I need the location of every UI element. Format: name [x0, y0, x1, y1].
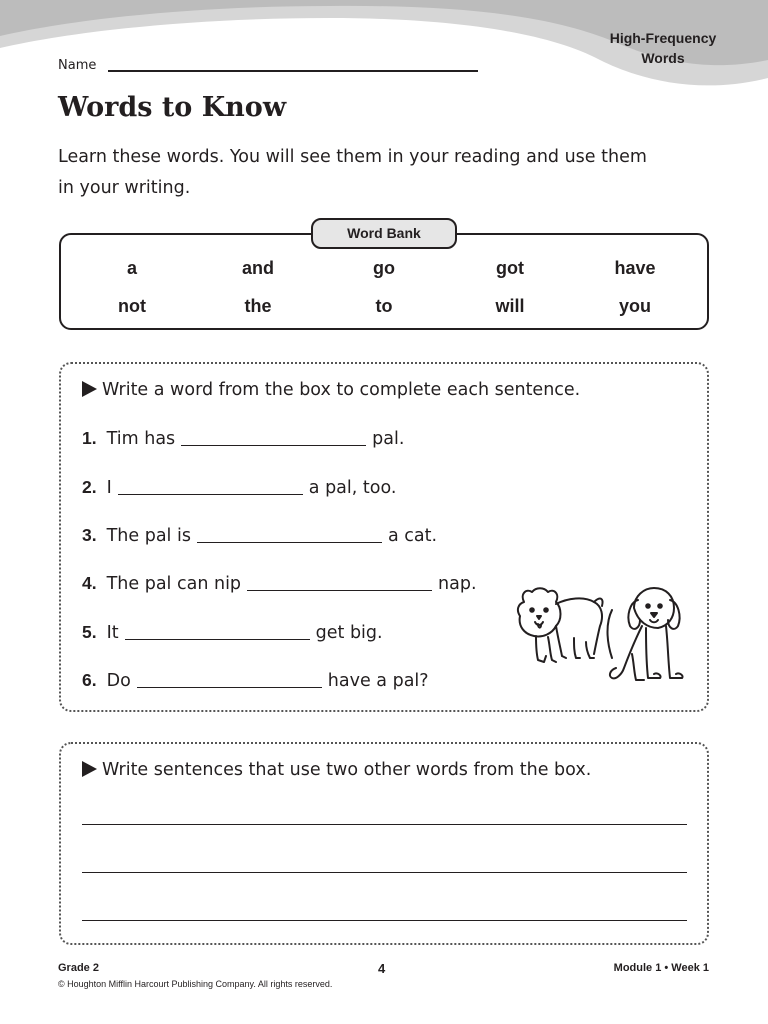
- item-text-before: The pal can nip: [106, 574, 242, 594]
- item-text-after: nap.: [438, 574, 477, 594]
- name-line[interactable]: [108, 70, 478, 72]
- sentence-item: [82, 475, 396, 500]
- exercise1-instruction: [82, 378, 580, 402]
- answer-blank[interactable]: [118, 493, 303, 495]
- writing-line[interactable]: [82, 824, 687, 825]
- item-number: 6.: [82, 670, 97, 690]
- item-text-before: The pal is: [106, 526, 191, 546]
- fluffy-dog-icon: [518, 588, 603, 662]
- exercise2-instruction: [82, 758, 591, 782]
- item-number: 2.: [82, 477, 97, 497]
- item-number: 4.: [82, 573, 97, 593]
- writing-line[interactable]: [82, 920, 687, 921]
- name-label: Name: [58, 58, 97, 73]
- item-text-after: a cat.: [387, 526, 438, 546]
- word-bank-word: will: [495, 296, 525, 316]
- copyright-text: © Houghton Mifflin Harcourt Publishing Company. All rights reserved.: [58, 979, 333, 989]
- sentence-item: [82, 523, 437, 548]
- dogs-illustration: [512, 582, 687, 692]
- item-number: 5.: [82, 622, 97, 642]
- word-bank-word: have: [614, 258, 656, 278]
- sentence-item: [82, 571, 477, 596]
- word-bank-word: you: [618, 296, 651, 316]
- item-number: 3.: [82, 525, 97, 545]
- word-bank-word: got: [496, 258, 524, 278]
- sentence-item: [82, 426, 404, 451]
- item-number: 1.: [82, 428, 97, 448]
- word-bank-word: and: [241, 258, 274, 278]
- footer-grade: Grade 2: [58, 962, 99, 974]
- section-tag-line1: High-Frequency: [609, 30, 717, 46]
- answer-blank[interactable]: [125, 638, 310, 640]
- word-bank-label: Word Bank: [311, 218, 457, 249]
- footer-module: Module 1 • Week 1: [613, 962, 709, 974]
- item-text-after: pal.: [372, 429, 405, 449]
- answer-blank[interactable]: [197, 541, 382, 543]
- sentence-item: [82, 620, 383, 645]
- item-text-after: a pal, too.: [308, 478, 397, 498]
- exercise2-instruction-text: Write sentences that use two other words from the box.: [102, 760, 592, 780]
- triangle-right-icon: [82, 381, 97, 397]
- answer-blank[interactable]: [247, 589, 432, 591]
- item-text-before: Tim has: [106, 429, 176, 449]
- item-text-after: have a pal?: [327, 671, 429, 691]
- page-title: Words to Know: [58, 92, 287, 123]
- page-number: 4: [378, 961, 386, 976]
- exercise1-instruction-text: Write a word from the box to complete each sentence.: [102, 380, 581, 400]
- triangle-right-icon: [82, 761, 97, 777]
- section-tag: [588, 28, 738, 68]
- answer-blank[interactable]: [181, 444, 366, 446]
- item-text-after: get big.: [315, 623, 383, 643]
- word-bank-word: to: [375, 296, 393, 316]
- writing-line[interactable]: [82, 872, 687, 873]
- item-text-before: It: [106, 623, 119, 643]
- item-text-before: Do: [106, 671, 131, 691]
- section-tag-line2: Words: [641, 50, 685, 66]
- floppy-ear-dog-icon: [608, 588, 683, 680]
- answer-blank[interactable]: [137, 686, 322, 688]
- word-bank-word: a: [126, 258, 137, 278]
- intro-text: Learn these words. You will see them in your reading and use them in your writing.: [58, 147, 647, 198]
- word-bank-word: go: [373, 258, 395, 278]
- word-bank-word: the: [244, 296, 272, 316]
- word-bank-word: not: [118, 296, 146, 316]
- sentence-item: [82, 668, 429, 693]
- item-text-before: I: [106, 478, 112, 498]
